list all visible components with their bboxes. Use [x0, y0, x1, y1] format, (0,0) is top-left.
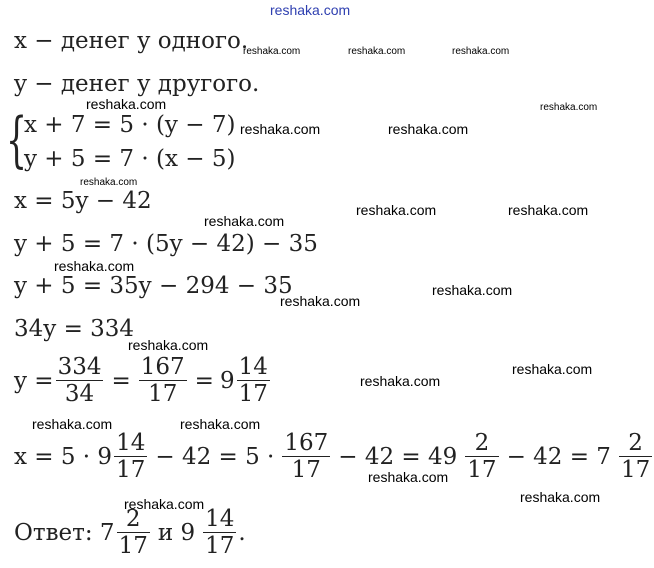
whole-part: 9	[219, 367, 235, 394]
answer-conjunction: и 9	[157, 519, 196, 546]
numerator: 14	[116, 430, 146, 456]
numerator: 14	[205, 506, 235, 532]
expression-part: − 42 = 7	[506, 443, 611, 470]
watermark: reshaka.com	[360, 373, 441, 389]
denominator: 17	[148, 381, 178, 407]
numerator: 2	[465, 430, 498, 457]
fraction-14-17	[237, 354, 270, 407]
expression-part: − 42 = 49	[338, 443, 458, 470]
equation-expanded: y + 5 = 35y − 294 − 35	[14, 273, 293, 299]
watermark: reshaka.com	[508, 202, 589, 218]
equation-simplified: 34y = 334	[14, 316, 135, 342]
denominator: 17	[205, 533, 235, 559]
fraction-334-34	[56, 354, 104, 407]
numerator: 334	[57, 354, 102, 380]
answer-period: .	[238, 519, 246, 546]
watermark: reshaka.com	[280, 293, 361, 309]
numerator: 167	[284, 430, 329, 456]
watermark: reshaka.com	[204, 213, 285, 229]
watermark: reshaka.com	[540, 102, 598, 113]
denominator: 17	[467, 457, 497, 483]
watermark: reshaka.com	[80, 177, 138, 188]
watermark: reshaka.com	[180, 416, 261, 432]
numerator: 14	[238, 354, 268, 380]
watermark: reshaka.com	[512, 361, 593, 377]
system-equation-1: x + 7 = 5 · (y − 7)	[24, 112, 236, 138]
denominator: 17	[291, 457, 321, 483]
equation-x-expressed: x = 5y − 42	[14, 188, 152, 214]
watermark: reshaka.com	[54, 258, 135, 274]
watermark: reshaka.com	[243, 46, 301, 57]
watermark: reshaka.com	[128, 337, 209, 353]
fraction-14-17	[203, 506, 236, 559]
watermark: reshaka.com	[124, 496, 205, 512]
numerator: 2	[117, 506, 150, 533]
system-brace: {	[6, 105, 28, 175]
denominator: 34	[64, 381, 95, 407]
definition-x: x − денег у одного.	[14, 28, 249, 54]
x-solution	[14, 430, 654, 483]
numerator: 2	[619, 430, 652, 457]
watermark: reshaka.com	[356, 202, 437, 218]
watermark: reshaka.com	[368, 469, 449, 485]
watermark: reshaka.com	[348, 46, 406, 57]
x-lhs: x = 5 · 9	[14, 443, 113, 470]
answer-line	[14, 506, 246, 559]
equals-sign: =	[111, 367, 131, 394]
fraction-167-17	[139, 354, 187, 407]
equals-sign: =	[194, 367, 214, 394]
watermark-top[interactable]: reshaka.com	[270, 2, 351, 18]
watermark: reshaka.com	[388, 121, 469, 137]
definition-y: y − денег у другого.	[14, 71, 260, 97]
watermark: reshaka.com	[86, 96, 167, 112]
denominator: 17	[118, 533, 148, 559]
watermark: reshaka.com	[32, 416, 113, 432]
watermark: reshaka.com	[520, 489, 601, 505]
watermark: reshaka.com	[432, 282, 513, 298]
denominator: 17	[238, 381, 268, 407]
watermark: reshaka.com	[452, 46, 510, 57]
expression-part: − 42 = 5 ·	[155, 443, 275, 470]
y-solution	[14, 354, 272, 407]
watermark: reshaka.com	[240, 121, 321, 137]
y-lhs: y =	[14, 367, 54, 394]
fraction-167-17	[282, 430, 330, 483]
fraction-14-17	[114, 430, 147, 483]
fraction-2-17	[619, 430, 652, 483]
answer-label: Ответ: 7	[14, 519, 115, 546]
fraction-2-17	[465, 430, 498, 483]
denominator: 17	[116, 457, 146, 483]
system-equation-2: y + 5 = 7 · (x − 5)	[24, 146, 236, 172]
equation-substitution: y + 5 = 7 · (5y − 42) − 35	[14, 231, 318, 257]
fraction-2-17	[117, 506, 150, 559]
numerator: 167	[140, 354, 185, 380]
denominator: 17	[620, 457, 651, 483]
